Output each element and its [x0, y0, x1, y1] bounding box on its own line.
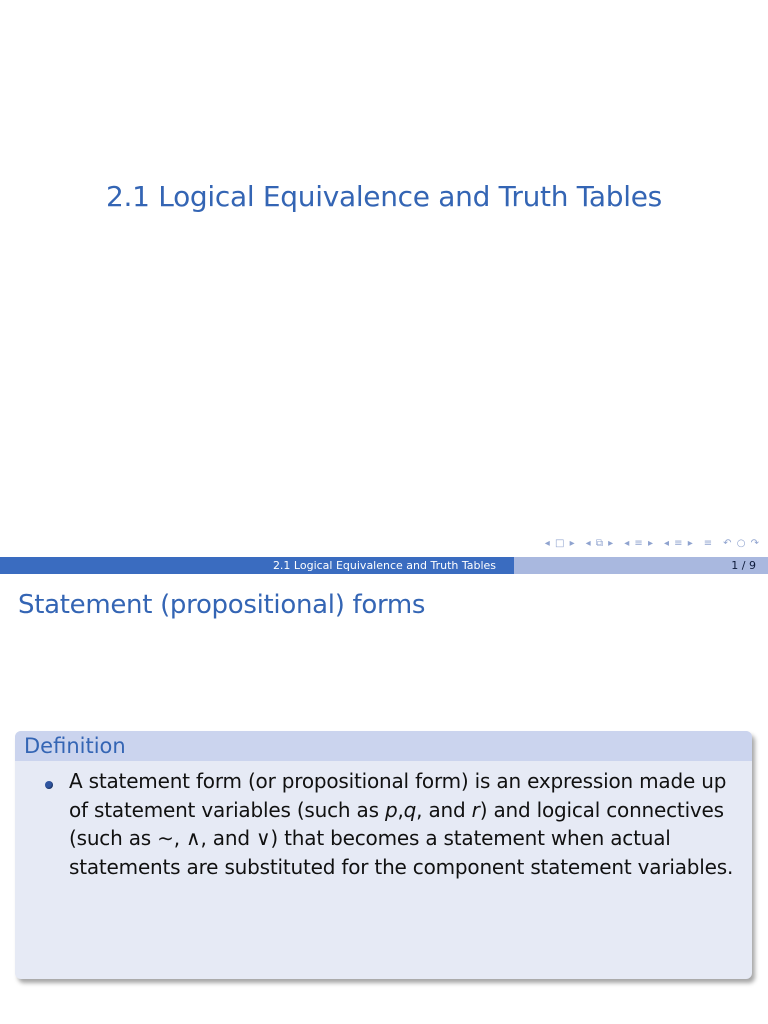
section-navigation-button-2[interactable]: ◂ ≡ ▸ [663, 538, 694, 549]
subsection-navigation-button[interactable]: ◂ ⧉ ▸ [585, 538, 615, 549]
definition-body [15, 761, 752, 881]
frame-title: Statement (propositional) forms [18, 590, 426, 620]
footer-bar [0, 557, 768, 574]
section-navigation-button[interactable]: ◂ ≡ ▸ [624, 538, 654, 549]
beamer-navigation [545, 538, 760, 549]
definition-heading: Definition [15, 731, 752, 761]
footer-left-segment [0, 557, 255, 574]
outline-button[interactable]: ≡ [703, 538, 714, 549]
slide-title: 2.1 Logical Equivalence and Truth Tables [106, 180, 662, 213]
footer-title: 2.1 Logical Equivalence and Truth Tables [255, 557, 514, 574]
list-item [45, 767, 740, 881]
definition-block [15, 731, 752, 979]
bullet-icon [45, 781, 53, 789]
page-number: 1 / 9 [514, 557, 768, 574]
frame-navigation-button[interactable]: ◂ □ ▸ [544, 538, 576, 549]
search-controls-button[interactable]: ↶ ○ ↷ [723, 538, 760, 549]
definition-text: A statement form (or propositional form) is an expression made up of statement variables (such as p,q, and r) and logical connectives (such as ∼, ∧, and ∨) that becomes a statement when actual statements are substituted for the component statement variables. [69, 769, 734, 879]
